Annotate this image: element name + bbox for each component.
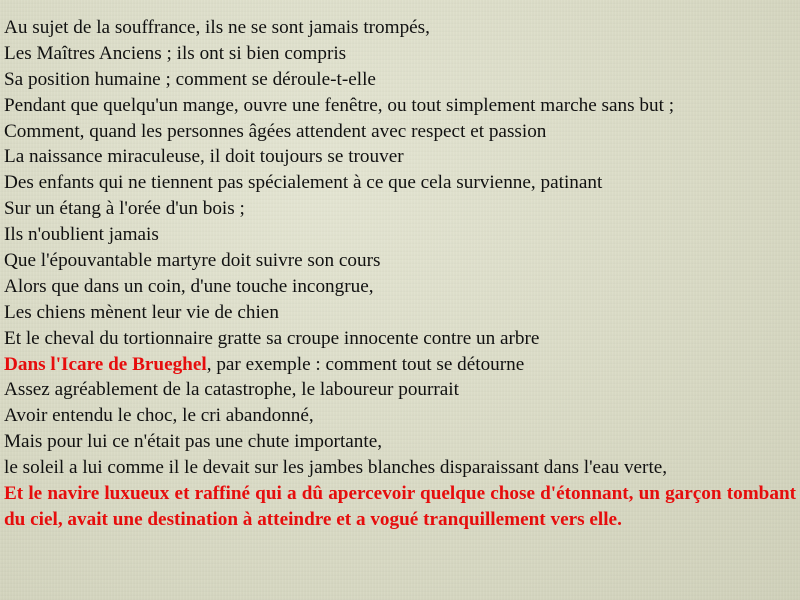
poem-final-stanza: Et le navire luxueux et raffiné qui a dû apercevoir quelque chose d'étonnant, un garçon tombant du ciel, avait une destination à atteindre et a vogué tranquillement vers elle.: [4, 483, 796, 530]
poem-line: Comment, quand les personnes âgées attendent avec respect et passion: [4, 120, 547, 142]
poem-text: [4, 15, 796, 533]
poem-line: Alors que dans un coin, d'une touche incongrue,: [4, 275, 374, 297]
poem-line: Les chiens mènent leur vie de chien: [4, 301, 279, 323]
poem-line: Assez agréablement de la catastrophe, le laboureur pourrait: [4, 379, 459, 401]
poem-line: Que l'épouvantable martyre doit suivre son cours: [4, 250, 381, 272]
poem-line: Les Maîtres Anciens ; ils ont si bien compris: [4, 42, 347, 64]
icare-rest: , par exemple : comment tout se détourne: [206, 353, 525, 375]
poem-line: Des enfants qui ne tiennent pas spécialement à ce que cela survienne, patinant: [4, 172, 603, 194]
poem-line: Sa position humaine ; comment se déroule-t-elle: [4, 68, 376, 90]
poem-line: le soleil a lui comme il le devait sur les jambes blanches disparaissant dans l'eau verte,: [4, 457, 668, 479]
poem-line: Pendant que quelqu'un mange, ouvre une fenêtre, ou tout simplement marche sans but ;: [4, 94, 675, 116]
poem-line: Ils n'oublient jamais: [4, 224, 159, 246]
poem-line: Et le cheval du tortionnaire gratte sa croupe innocente contre un arbre: [4, 327, 540, 349]
poem-line-icare: [4, 352, 796, 378]
poem-line: Mais pour lui ce n'était pas une chute importante,: [4, 431, 383, 453]
poem-line: Avoir entendu le choc, le cri abandonné,: [4, 405, 314, 427]
poem-line: Sur un étang à l'orée d'un bois ;: [4, 198, 245, 220]
poem-line: La naissance miraculeuse, il doit toujours se trouver: [4, 146, 404, 168]
icare-highlight: Dans l'Icare de Brueghel: [4, 353, 207, 375]
poem-line: Au sujet de la souffrance, ils ne se sont jamais trompés,: [4, 17, 430, 38]
